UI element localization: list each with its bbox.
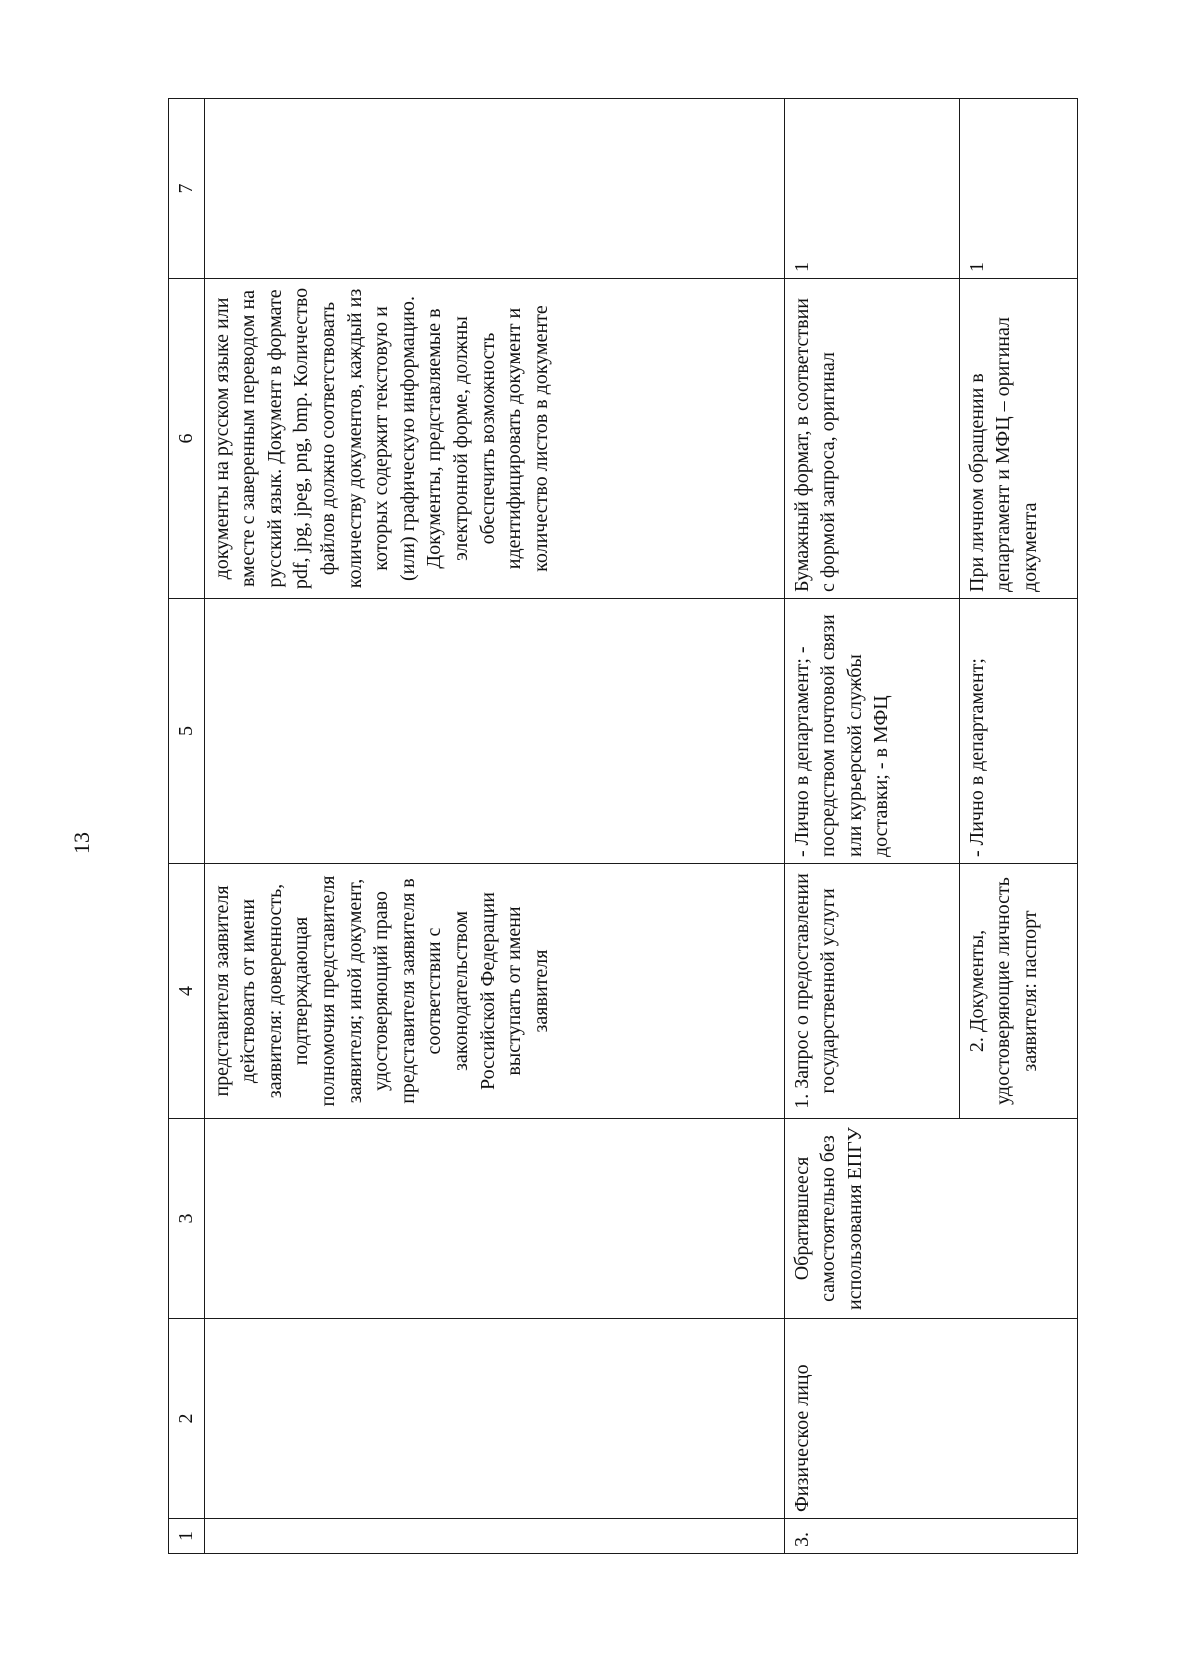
cell-row3-doc1: 1. Запрос о предоставлении государственной услуги: [784, 864, 959, 1119]
column-header-1: 1: [169, 1519, 205, 1554]
cell-cont-col6: документы на русском языке или вместе с заверенным переводом на русский язык. Документ в формате pdf, jpg, jpeg, png, bmp. Количество файлов должно соответствовать количеству документов, каждый из которых содержит текстовую и (или) графическую информацию. Документы, представляемые в электронной форме, должны обеспечить возможность идентифицировать документ и количество листов в документе: [204, 279, 784, 599]
cell-cont-col5: [204, 599, 784, 864]
cell-row3-method1: - Лично в департамент; - посредством почтовой связи или курьерской службы доставки; - в МФЦ: [784, 599, 959, 864]
column-header-6: 6: [169, 279, 205, 599]
cell-cont-col1: [204, 1519, 784, 1554]
document-table: [168, 98, 1078, 1554]
cell-row3-number: 3.: [784, 1519, 1077, 1554]
page-number: 13: [69, 832, 94, 854]
cell-row3-applicant: Физическое лицо: [784, 1319, 1077, 1519]
cell-row3-req2: При личном обращении в департамент и МФЦ – оригинал документа: [959, 279, 1077, 599]
cell-row3-method2: - Лично в департамент;: [959, 599, 1077, 864]
cell-row3-doc2: 2. Документы, удостоверяющие личность заявителя: паспорт: [959, 864, 1077, 1119]
cell-cont-col2: [204, 1319, 784, 1519]
document-table-rotated: [168, 99, 1078, 1554]
column-header-7: 7: [169, 99, 205, 279]
cell-row3-count1: 1: [784, 99, 959, 279]
column-header-2: 2: [169, 1319, 205, 1519]
cell-cont-col3: [204, 1119, 784, 1319]
cell-cont-col7: [204, 99, 784, 279]
column-header-4: 4: [169, 864, 205, 1119]
cell-row3-count2: 1: [959, 99, 1077, 279]
cell-row3-req1: Бумажный формат, в соответствии с формой запроса, оригинал: [784, 279, 959, 599]
table-row-3a: [784, 99, 959, 1554]
cell-cont-col4: представителя заявителя действовать от имени заявителя: доверенность, подтверждающая полномочия представителя заявителя; иной документ, удостоверяющий право представителя заявителя в соответствии с законодательством Российской Федерации выступать от имени заявителя: [204, 864, 784, 1119]
column-header-5: 5: [169, 599, 205, 864]
column-header-3: 3: [169, 1119, 205, 1319]
header-row: [169, 99, 205, 1554]
table-row-continued: [204, 99, 784, 1554]
cell-row3-category: Обратившееся самостоятельно без использования ЕПГУ: [784, 1119, 1077, 1319]
